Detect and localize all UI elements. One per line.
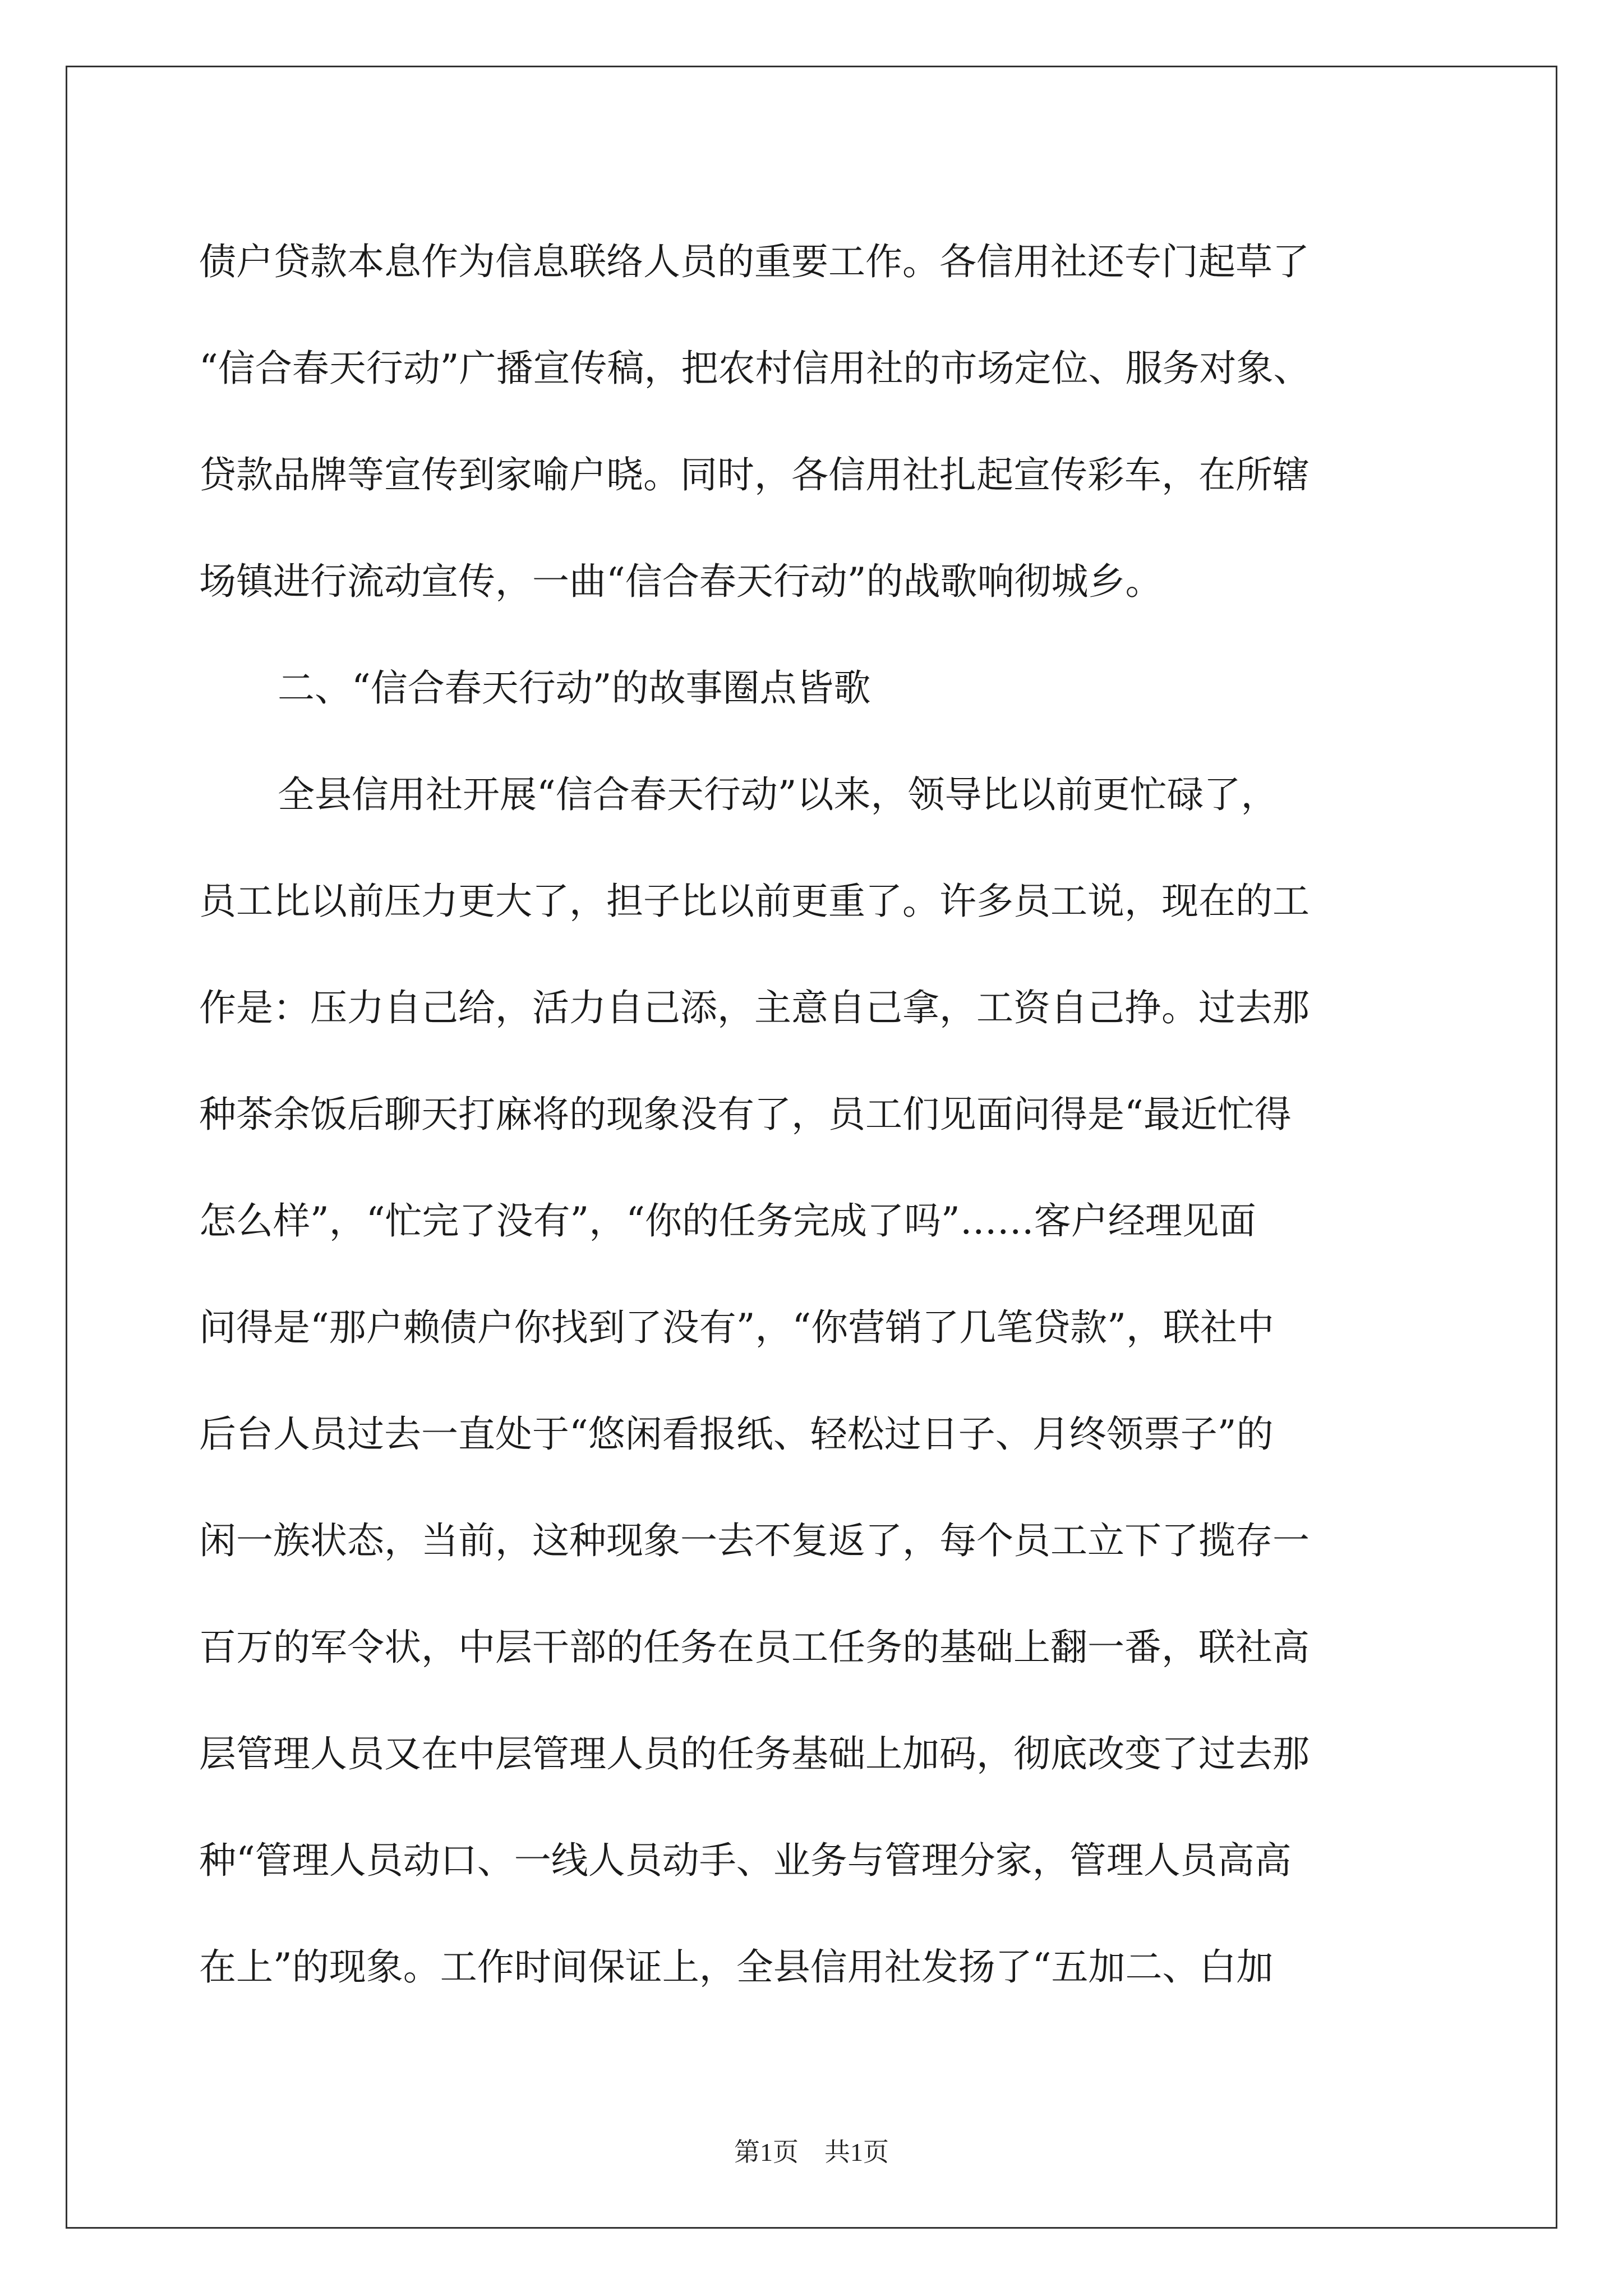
text-line: “信合春天行动”广播宣传稿，把农村信用社的市场定位、服务对象、 [199, 347, 1311, 390]
page-number: 第1页 共1页 [734, 2138, 889, 2166]
text-line: 作是：压力自己给，活力自己添，主意自己拿，工资自己挣。过去那 [199, 986, 1310, 1029]
text-line: 层管理人员又在中层管理人员的任务基础上加码，彻底改变了过去那 [199, 1732, 1310, 1775]
text-line: 在上”的现象。工作时间保证上，全县信用社发扬了“五加二、白加 [199, 1945, 1274, 1989]
text-line: 员工比以前压力更大了，担子比以前更重了。许多员工说，现在的工 [199, 880, 1310, 923]
document-body [199, 209, 1433, 2021]
text-line: 债户贷款本息作为信息联络人员的重要工作。各信用社还专门起草了 [199, 240, 1310, 283]
page-footer [0, 2132, 1623, 2169]
text-line: 闲一族状态，当前，这种现象一去不复返了，每个员工立下了揽存一 [199, 1519, 1310, 1562]
text-line: 场镇进行流动宣传，一曲“信合春天行动”的战歌响彻城乡。 [199, 560, 1163, 603]
text-line: 百万的军令状，中层干部的任务在员工任务的基础上翻一番，联社高 [199, 1626, 1310, 1669]
text-line: 全县信用社开展“信合春天行动”以来，领导比以前更忙碌了， [278, 773, 1278, 816]
text-line: 怎么样”，“忙完了没有”，“你的任务完成了吗”……客户经理见面 [199, 1199, 1256, 1243]
text-line: 种茶余饭后聊天打麻将的现象没有了，员工们见面问得是“最近忙得 [199, 1093, 1292, 1136]
text-line: 贷款品牌等宣传到家喻户晓。同时，各信用社扎起宣传彩车，在所辖 [199, 453, 1310, 496]
text-line: 二、“信合春天行动”的故事圈点皆歌 [278, 666, 871, 710]
text-line: 问得是“那户赖债户你找到了没有”，“你营销了几笔贷款”，联社中 [199, 1306, 1274, 1349]
text-line: 后台人员过去一直处于“悠闲看报纸、轻松过日子、月终领票子”的 [199, 1412, 1274, 1456]
text-line: 种“管理人员动口、一线人员动手、业务与管理分家，管理人员高高 [199, 1839, 1292, 1882]
